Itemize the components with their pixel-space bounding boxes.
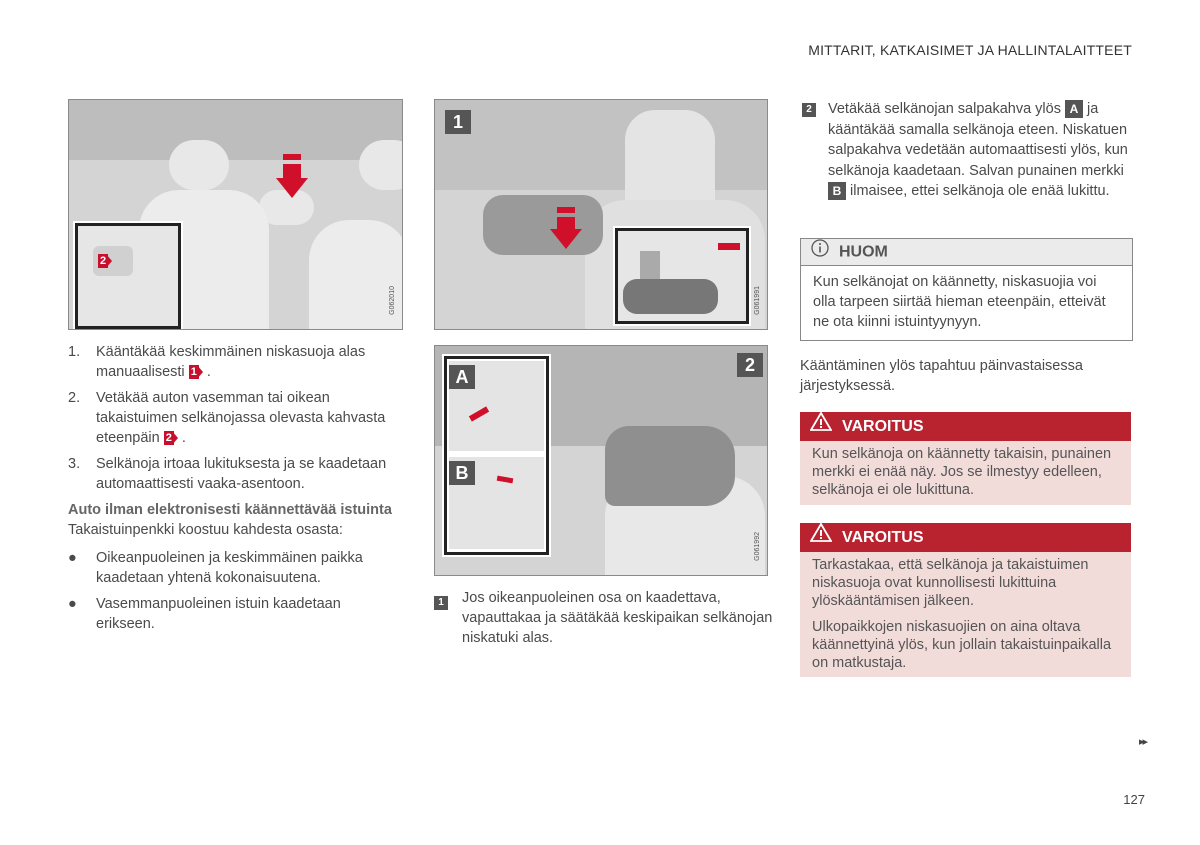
warning-box-1 (800, 412, 1131, 505)
step-number: 3. (68, 456, 81, 472)
bullet-icon: ● (68, 596, 77, 612)
bullet-text: Oikeanpuoleinen ja keskimmäinen paikka kaadetaan yhtenä kokonaisuutena. (96, 550, 363, 586)
continue-icon: ▸▸ (1138, 736, 1146, 748)
warning-header (800, 523, 1131, 552)
figure-code: G062010 (389, 286, 396, 315)
figure-badge-1: 1 (445, 110, 471, 134)
step-text: Jos oikeanpuoleinen osa on kaadettava, vapauttakaa ja säätäkää keskipaikan selkänojan niskatuki alas. (462, 590, 773, 646)
figure-latch-indicator (434, 345, 768, 576)
left-column (68, 342, 403, 640)
inset-ref-2: 2 (100, 255, 107, 267)
figure-badge-2: 2 (737, 353, 763, 377)
warning-triangle-icon (810, 523, 832, 552)
note-title: HUOM (839, 243, 888, 261)
warning-header (800, 412, 1131, 441)
intro-text: Takaistuinpenkki koostuu kahdesta osasta: (68, 522, 343, 538)
step-text: ja kääntäkää samalla selkänoja eteen. Niskatuen salpakahva vedetään automaattisesti ylös, kun selkänoja kaadetaan. Salvan punainen merkki (828, 101, 1128, 179)
step-text: Kääntäkää keskimmäinen niskasuoja alas manuaalisesti (96, 344, 366, 380)
step-text: Vetäkää auton vasemman tai oikean takaistuimen selkänojassa olevasta kahvasta eteenpäin (96, 390, 386, 446)
warning-text: Ulkopaikkojen niskasuojien on aina oltava käännettyinä ylös, kun jollain takaistuinpaikalla on matkustaja. (812, 619, 1112, 671)
section-header: MITTARIT, KATKAISIMET JA HALLINTALAITTEET (808, 42, 1132, 58)
note-text: Kun selkänojat on käännetty, niskasuojia voi olla tarpeen siirtää hieman eteenpäin, etteivät ne ota kiinni istuintyynyyn. (813, 274, 1106, 330)
step-badge-2: 2 (802, 103, 816, 117)
ref-2-icon: 2 (165, 432, 172, 445)
warning-text: Tarkastakaa, että selkänoja ja takaistuimen niskasuoja ovat kunnollisesti lukittuina ylöskääntämisen jälkeen. (812, 557, 1089, 609)
ref-1-icon: 1 (190, 366, 197, 379)
figure-rear-seat-headrest (68, 99, 403, 330)
middle-caption (434, 588, 782, 648)
step-3 (68, 454, 403, 494)
note-box (800, 238, 1133, 341)
note-header (801, 239, 1132, 266)
step-text: Selkänoja irtoaa lukituksesta ja se kaadetaan automaattisesti vaaka-asentoon. (96, 456, 387, 492)
bullet-item (68, 548, 403, 588)
step-text: Vetäkää selkänojan salpakahva ylös (828, 101, 1061, 117)
warning-box-2 (800, 523, 1131, 677)
ref-a-icon: A (1065, 100, 1083, 118)
inset-label-b: B (449, 461, 475, 485)
step-2 (68, 388, 403, 448)
warning-title: VAROITUS (842, 418, 924, 435)
bullet-text: Vasemmanpuoleinen istuin kaadetaan erikseen. (96, 596, 341, 632)
paragraph: Kääntäminen ylös tapahtuu päinvastaisessa järjestyksessä. (800, 358, 1083, 394)
step-punct: . (181, 430, 186, 446)
step-number: 2. (68, 390, 81, 406)
bullet-icon: ● (68, 550, 77, 566)
ref-b-icon: B (828, 182, 846, 200)
inset-label-a: A (449, 365, 475, 389)
info-icon (811, 239, 829, 266)
subheading: Auto ilman elektronisesti käännettävää istuinta (68, 502, 392, 518)
figure-seat-latch (434, 99, 768, 330)
step-text: ilmaisee, ettei selkänoja ole enää lukittu. (850, 183, 1110, 199)
step-number: 1. (68, 344, 81, 360)
warning-triangle-icon (810, 412, 832, 441)
bullet-item (68, 594, 403, 634)
step-badge-1: 1 (434, 596, 448, 610)
figure-code: G061991 (754, 286, 761, 315)
warning-title: VAROITUS (842, 529, 924, 546)
step-punct: . (206, 364, 211, 380)
figure-code: G061992 (754, 532, 761, 561)
step-1 (68, 342, 403, 382)
right-step (800, 99, 1133, 202)
warning-text: Kun selkänoja on käännetty takaisin, punainen merkki ei enää näy. Jos se ilmestyy edelleen, selkänoja ei ole lukittuna. (812, 446, 1112, 498)
page-number: 127 (1123, 792, 1145, 807)
